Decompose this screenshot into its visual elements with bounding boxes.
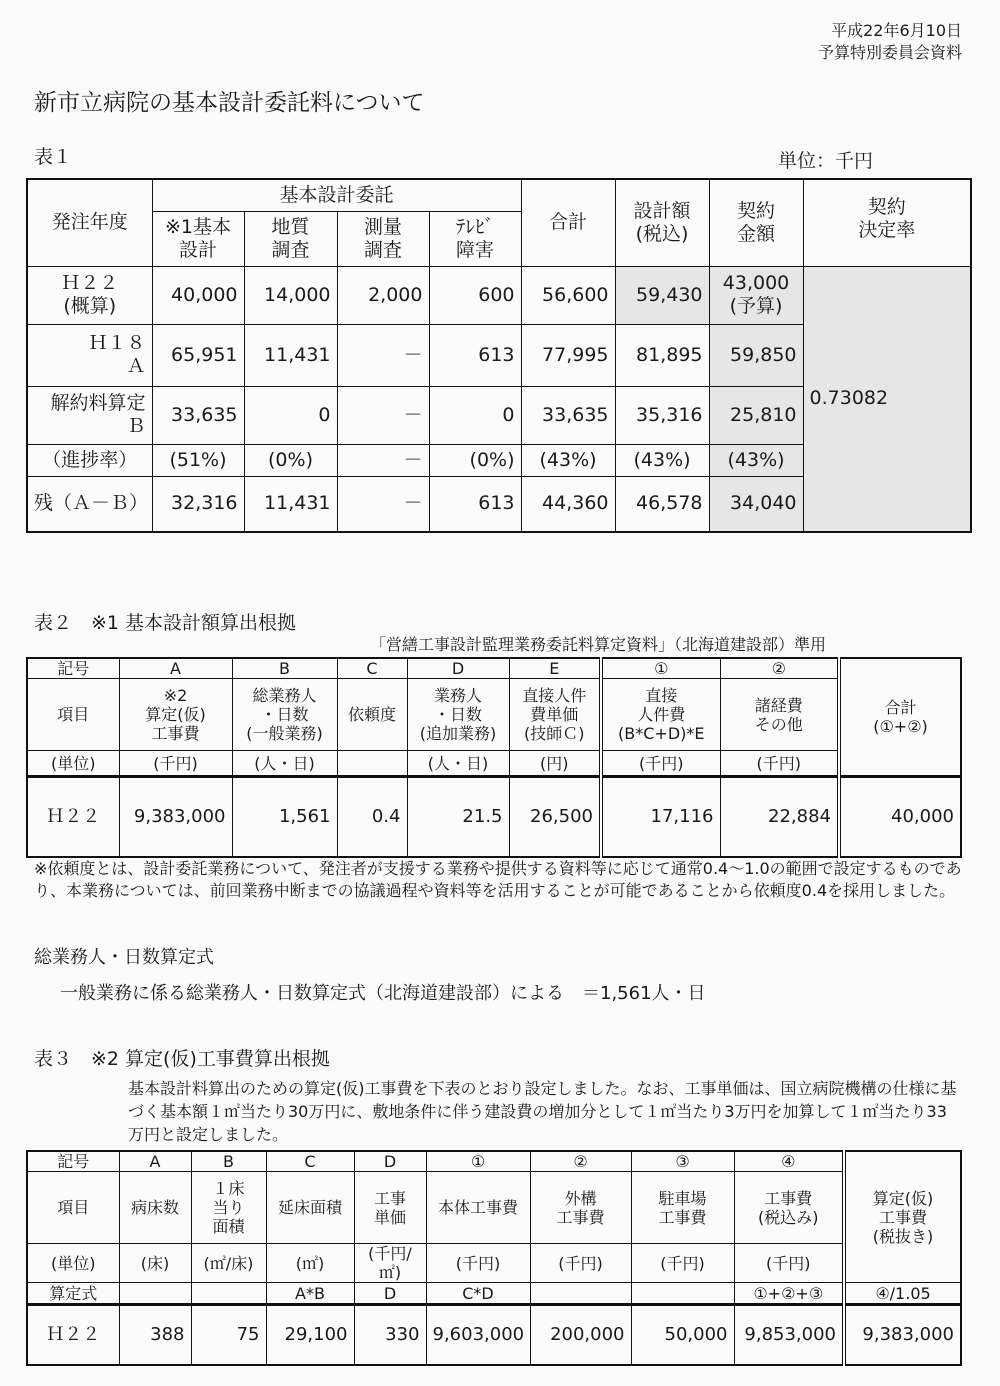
t3-unit: (単位) — [27, 1244, 119, 1283]
t3-unit: (千円/㎡) — [354, 1244, 426, 1283]
table3-label: 表３ ※2 算定(仮)工事費算出根拠 — [34, 1048, 330, 1070]
t1-cell: 43,000 (予算) — [709, 266, 803, 324]
t3-unit: (千円) — [426, 1244, 530, 1283]
t1-cell: 0 — [429, 386, 521, 444]
t1-cell: － — [337, 324, 429, 386]
t3-formula — [191, 1283, 266, 1305]
t1-header-tv: ﾃﾚﾋﾞ 障害 — [429, 211, 521, 266]
t3-formula: ①+②+③ — [734, 1283, 844, 1305]
t1-header-design: 設計額 (税込) — [615, 179, 709, 266]
table1-label: 表１ — [34, 146, 73, 168]
t3-item: 工事費 (税込み) — [734, 1172, 844, 1244]
formula-text: 一般業務に係る総業務人・日数算定式（北海道建設部）による ＝1,561人・日 — [60, 983, 706, 1004]
t1-cell: 25,810 — [709, 386, 803, 444]
t1-cell: 33,635 — [152, 386, 244, 444]
t2-unit: (人・日) — [232, 751, 337, 777]
table1-unit: 単位：千円 — [778, 150, 874, 172]
t2-symbol: ② — [720, 658, 839, 679]
t1-row-year: （進捗率） — [27, 444, 152, 476]
t2-cell: 17,116 — [601, 777, 720, 857]
table3 — [26, 1150, 962, 1366]
t3-symbol: B — [191, 1151, 266, 1172]
table3-intro: 基本設計料算出のための算定(仮)工事費を下表のとおり設定しました。なお、工事単価は、国立病院機構の仕様に基づく基本額１㎡当たり30万円に、敷地条件に伴う建設費の増加分として１㎡当たり3万円を加算して１㎡当たり33万円と設定しました。 — [128, 1079, 957, 1144]
table2-label: 表２ ※1 基本設計額算出根拠 — [34, 612, 297, 634]
t1-header-geo: 地質 調査 — [244, 211, 337, 266]
t2-unit: (円) — [509, 751, 601, 777]
t3-unit: (千円) — [530, 1244, 631, 1283]
t3-cell: 9,603,000 — [426, 1305, 530, 1365]
t1-cell: 40,000 — [152, 266, 244, 324]
t3-symbol: C — [266, 1151, 354, 1172]
t3-item: 外構 工事費 — [530, 1172, 631, 1244]
t1-row-year: 解約料算定 Ｂ — [27, 386, 152, 444]
t3-cell: 330 — [354, 1305, 426, 1365]
t1-cell: 56,600 — [521, 266, 615, 324]
t3-item: １床 当り 面積 — [191, 1172, 266, 1244]
t3-symbol: A — [119, 1151, 191, 1172]
t1-row-year: Ｈ２２ (概算) — [27, 266, 152, 324]
t2-item: ※2 算定(仮) 工事費 — [119, 679, 232, 751]
t2-symbol: D — [407, 658, 509, 679]
t2-symbol: ① — [601, 658, 720, 679]
t3-formula: 算定式 — [27, 1283, 119, 1305]
t1-row-year: 残（Ａ－Ｂ） — [27, 476, 152, 532]
t1-cell: 34,040 — [709, 476, 803, 532]
t1-cell: (51%) — [152, 444, 244, 476]
t2-unit — [337, 751, 407, 777]
t3-formula — [119, 1283, 191, 1305]
t1-header-rate: 契約 決定率 — [803, 179, 971, 266]
t1-cell: 11,431 — [244, 476, 337, 532]
t2-unit: (単位) — [27, 751, 119, 777]
t1-cell: 32,316 — [152, 476, 244, 532]
t3-cell: 29,100 — [266, 1305, 354, 1365]
t3-item-total: 算定(仮) 工事費 (税抜き) — [844, 1151, 961, 1283]
t2-item: 直接 人件費 (B*C+D)*E — [601, 679, 720, 751]
t3-unit: (㎡/床) — [191, 1244, 266, 1283]
t3-symbol: ② — [530, 1151, 631, 1172]
table2 — [26, 657, 962, 858]
document-header — [818, 20, 962, 64]
t1-cell: 613 — [429, 324, 521, 386]
t3-cell: 200,000 — [530, 1305, 631, 1365]
t2-cell: 0.4 — [337, 777, 407, 857]
t3-unit: (千円) — [734, 1244, 844, 1283]
t3-formula: C*D — [426, 1283, 530, 1305]
t3-item: 延床面積 — [266, 1172, 354, 1244]
t1-cell: 14,000 — [244, 266, 337, 324]
t2-symbol: 記号 — [27, 658, 119, 679]
t3-formula: A*B — [266, 1283, 354, 1305]
t3-formula: D — [354, 1283, 426, 1305]
t3-cell: 388 — [119, 1305, 191, 1365]
t3-item: 病床数 — [119, 1172, 191, 1244]
t3-formula — [530, 1283, 631, 1305]
t3-formula: ④/1.05 — [844, 1283, 961, 1305]
formula-heading: 総業務人・日数算定式 — [34, 947, 214, 968]
t2-unit: (千円) — [720, 751, 839, 777]
t3-cell: 75 — [191, 1305, 266, 1365]
t2-item: 業務人 ・日数 (追加業務) — [407, 679, 509, 751]
t2-symbol: B — [232, 658, 337, 679]
t1-header-survey: 測量 調査 — [337, 211, 429, 266]
t2-symbol: A — [119, 658, 232, 679]
committee-label: 予算特別委員会資料 — [817, 43, 962, 62]
t1-cell: (43%) — [521, 444, 615, 476]
t1-cell: 35,316 — [615, 386, 709, 444]
t1-cell: 44,360 — [521, 476, 615, 532]
t2-cell: 9,383,000 — [119, 777, 232, 857]
t2-cell: 26,500 — [509, 777, 601, 857]
t2-unit: (千円) — [601, 751, 720, 777]
t3-unit: (㎡) — [266, 1244, 354, 1283]
t3-cell: 9,853,000 — [734, 1305, 844, 1365]
table2-source: 「営繕工事設計監理業務委託料算定資料」（北海道建設部）準用 — [370, 635, 827, 654]
t1-cell: － — [337, 476, 429, 532]
t1-cell: 77,995 — [521, 324, 615, 386]
t1-cell: (0%) — [429, 444, 521, 476]
t2-item: 項目 — [27, 679, 119, 751]
t3-symbol: ③ — [631, 1151, 734, 1172]
t1-cell: 46,578 — [615, 476, 709, 532]
t1-cell: 11,431 — [244, 324, 337, 386]
t1-cell: 0 — [244, 386, 337, 444]
t1-cell: 81,895 — [615, 324, 709, 386]
t2-cell: 21.5 — [407, 777, 509, 857]
t1-cell: 65,951 — [152, 324, 244, 386]
t1-cell: 33,635 — [521, 386, 615, 444]
t2-item-total: 合計 (①+②) — [839, 658, 961, 777]
t2-item: 依頼度 — [337, 679, 407, 751]
t2-symbol: C — [337, 658, 407, 679]
t3-row-year: Ｈ２２ — [27, 1305, 119, 1365]
t2-unit: (人・日) — [407, 751, 509, 777]
t2-symbol: E — [509, 658, 601, 679]
t3-symbol: ① — [426, 1151, 530, 1172]
t1-header-year: 発注年度 — [27, 179, 152, 266]
t3-symbol: 記号 — [27, 1151, 119, 1172]
t3-unit: (千円) — [631, 1244, 734, 1283]
t3-cell: 9,383,000 — [844, 1305, 961, 1365]
t3-item: 本体工事費 — [426, 1172, 530, 1244]
t3-cell: 50,000 — [631, 1305, 734, 1365]
t2-cell: 1,561 — [232, 777, 337, 857]
note-dependency: ※依頼度とは、設計委託業務について、発注者が支援する業務や提供する資料等に応じて通常0.4～1.0の範囲で設定するものであり、本業務については、前回業務中断までの協議過程や資料等を活用することが可能であることから依頼度0.4を採用しました。 — [34, 859, 962, 900]
t1-cell: 613 — [429, 476, 521, 532]
table1 — [26, 178, 972, 533]
t3-formula — [631, 1283, 734, 1305]
t1-cell: (43%) — [615, 444, 709, 476]
t2-row-year: Ｈ２２ — [27, 777, 119, 857]
t2-item: 諸経費 その他 — [720, 679, 839, 751]
t1-header-group: 基本設計委託 — [152, 179, 521, 211]
t2-unit: (千円) — [119, 751, 232, 777]
t1-cell: － — [337, 386, 429, 444]
document-date: 平成22年6月10日 — [831, 21, 962, 40]
page-title: 新市立病院の基本設計委託料について — [34, 90, 425, 116]
t3-item: 工事 単価 — [354, 1172, 426, 1244]
t1-header-total: 合計 — [521, 179, 615, 266]
t1-header-contract: 契約 金額 — [709, 179, 803, 266]
t1-cell: － — [337, 444, 429, 476]
t1-rate-value: 0.73082 — [803, 266, 971, 532]
t2-cell: 22,884 — [720, 777, 839, 857]
t1-cell: 2,000 — [337, 266, 429, 324]
t1-cell: 59,850 — [709, 324, 803, 386]
t1-cell: 600 — [429, 266, 521, 324]
t1-cell: (0%) — [244, 444, 337, 476]
t3-unit: (床) — [119, 1244, 191, 1283]
t3-item: 項目 — [27, 1172, 119, 1244]
t3-symbol: ④ — [734, 1151, 844, 1172]
t1-header-basic: ※1基本 設計 — [152, 211, 244, 266]
t1-cell: (43%) — [709, 444, 803, 476]
t2-cell: 40,000 — [839, 777, 961, 857]
t1-row-year: Ｈ１８ Ａ — [27, 324, 152, 386]
t2-item: 直接人件 費単価 (技師Ｃ) — [509, 679, 601, 751]
t3-item: 駐車場 工事費 — [631, 1172, 734, 1244]
t3-symbol: D — [354, 1151, 426, 1172]
t1-cell: 59,430 — [615, 266, 709, 324]
t2-item: 総業務人 ・日数 (一般業務) — [232, 679, 337, 751]
